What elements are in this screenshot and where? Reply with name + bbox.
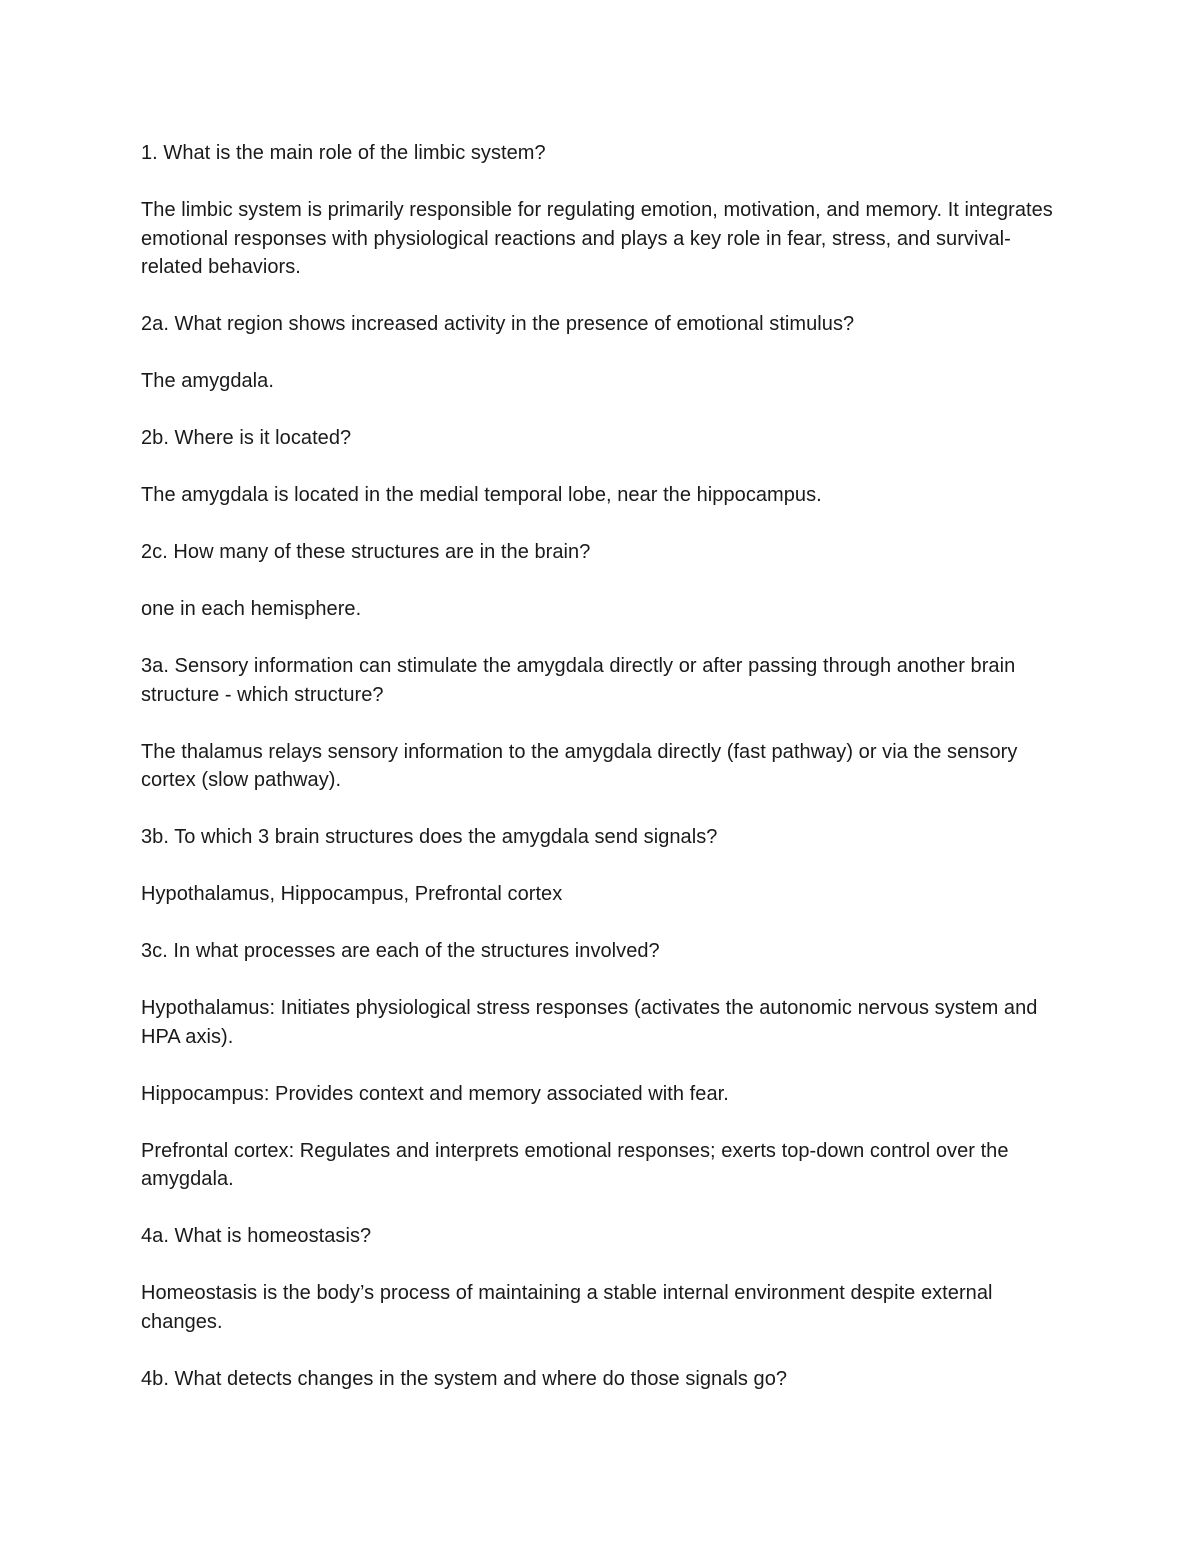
- question-2b: 2b. Where is it located?: [141, 427, 352, 449]
- question-2a: 2a. What region shows increased activity in the presence of emotional stimulus?: [141, 313, 855, 335]
- answer-3c-prefrontal-cortex: Prefrontal cortex: Regulates and interprets emotional responses; exerts top-down control over the amygdala.: [141, 1139, 1009, 1190]
- answer-3b: Hypothalamus, Hippocampus, Prefrontal cortex: [141, 883, 563, 905]
- answer-3c-hypothalamus: Hypothalamus: Initiates physiological stress responses (activates the autonomic nervous system and HPA axis).: [141, 997, 1038, 1048]
- answer-4a: Homeostasis is the body’s process of maintaining a stable internal environment despite external changes.: [141, 1282, 993, 1333]
- answer-3a: The thalamus relays sensory information to the amygdala directly (fast pathway) or via the sensory cortex (slow pathway).: [141, 740, 1018, 791]
- answer-3c-hippocampus: Hippocampus: Provides context and memory associated with fear.: [141, 1082, 729, 1105]
- document-body: [141, 139, 1071, 1422]
- answer-2a: The amygdala.: [141, 370, 274, 392]
- answer-1: The limbic system is primarily responsible for regulating emotion, motivation, and memory. It integrates emotional responses with physiological reactions and plays a key role in fear, stress, and survival-related behaviors.: [141, 199, 1053, 278]
- question-1: 1. What is the main role of the limbic system?: [141, 142, 546, 164]
- question-4a: 4a. What is homeostasis?: [141, 1225, 372, 1247]
- question-4b: 4b. What detects changes in the system and where do those signals go?: [141, 1367, 788, 1390]
- question-3c: 3c. In what processes are each of the structures involved?: [141, 940, 660, 962]
- answer-2c: one in each hemisphere.: [141, 598, 362, 620]
- question-3a: 3a. Sensory information can stimulate the amygdala directly or after passing through another brain structure - which structure?: [141, 655, 1016, 706]
- answer-2b: The amygdala is located in the medial temporal lobe, near the hippocampus.: [141, 484, 822, 506]
- question-2c: 2c. How many of these structures are in the brain?: [141, 541, 591, 563]
- question-3b: 3b. To which 3 brain structures does the amygdala send signals?: [141, 826, 718, 848]
